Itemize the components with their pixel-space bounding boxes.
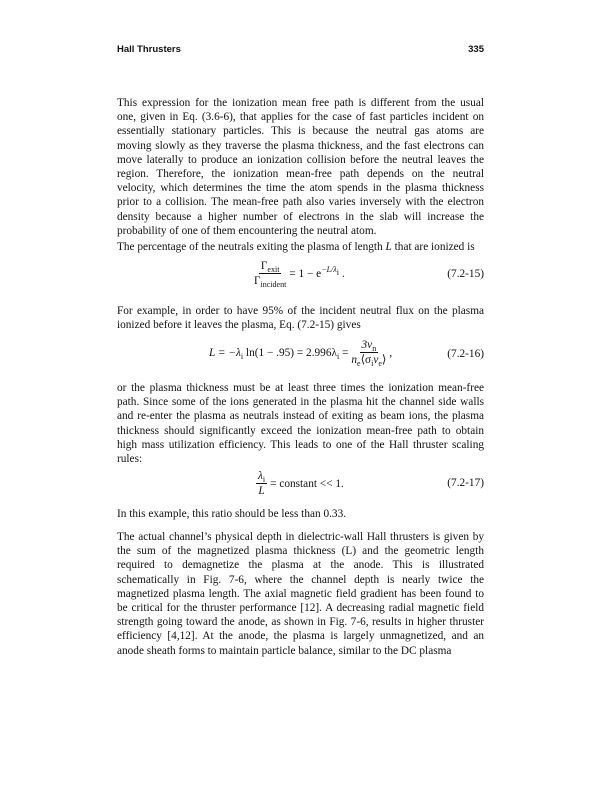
equation-7-2-15 (117, 259, 484, 293)
equation-number: (7.2-17) (447, 477, 484, 489)
text-line: or the plasma thickness must be at least three times the ionization mean-free (117, 382, 484, 394)
text-line: For example, in order to have 95% of the incident neutral flux on the plasma (117, 305, 484, 317)
text-line: probability of one of them encountering the neutral atom. (117, 224, 377, 237)
text-line: essentially stationary particles. This is because the neutral gas atoms are (117, 125, 484, 138)
text-line: rules: (117, 453, 143, 466)
text-line: path. Since some of the ions generated in the plasma hit the channel side walls (117, 396, 484, 409)
equation-7-2-17 (117, 469, 484, 503)
paragraph-6 (117, 530, 484, 658)
text: The percentage of the neutrals exiting the plasma of length (117, 241, 386, 253)
equation-number: (7.2-16) (447, 348, 484, 360)
text-line: and re-enter the plasma as neutrals instead of exiting as beam ions, the plasma (117, 410, 484, 423)
text-line: density because a higher number of electrons in the slab will increase the (117, 210, 484, 223)
paragraph-4 (117, 381, 484, 466)
text: that are ionized is (391, 241, 475, 253)
flux-ratio: $\frac{\Gamma_{exit}}{\Gamma_{incident}}$ (254, 260, 287, 289)
text-line: velocity, which determines the time the atom spends in the plasma thickness (117, 182, 484, 195)
equation-number: (7.2-15) (447, 268, 484, 280)
text-line: move laterally to produce an ionization collision before the neutral leaves the (117, 153, 484, 166)
text-line: the sum of the magnetized plasma thickness (L) and the geometric length (117, 545, 484, 558)
text-line: ionized before it leaves the plasma, Eq. (7.2-15) gives (117, 319, 361, 332)
comma: , (389, 347, 393, 359)
ratio-fraction: $\frac{\lambda_i}{L}$ (258, 470, 266, 497)
text-line: be critical for the thruster performance [12]. A decreasing radial magnetic field (117, 602, 484, 615)
equation-rhs: = constant << 1. (270, 478, 344, 490)
text-line: prior to a collision. The mean-free path also varies inversely with the electron (117, 196, 484, 209)
paragraph-2 (117, 240, 484, 254)
text-line: moving slowly as they traverse the plasma thickness, and the fast electrons can (117, 139, 484, 152)
text-line: high mass utilization efficiency. This leads to one of the Hall thruster scaling (117, 438, 484, 451)
variable-L: L (385, 241, 392, 253)
page-number: 335 (468, 44, 484, 55)
text-line: efficiency [4,12]. At the anode, the plasma is largely unmagnetized, and an (117, 630, 484, 643)
text-line: The actual channel’s physical depth in dielectric-wall Hall thrusters is given by (117, 531, 484, 543)
velocity-fraction: $\frac{3v_n}{n_e⟨\sigma_iv_e⟩}$ (351, 339, 387, 368)
paragraph-3 (117, 304, 484, 332)
text-line: required to demagnetize the plasma at the anode. This is illustrated (117, 559, 484, 572)
text-line: region. Therefore, the ionization mean-free path depends on the neutral (117, 168, 484, 181)
text-line: strength going toward the anode, as shown in Fig. 7-6, results in higher thruster (117, 616, 484, 629)
equation-body (209, 338, 392, 368)
text-line: magnetized plasma length. The axial magnetic field gradient has been found to (117, 587, 484, 600)
equation-body (253, 469, 344, 499)
text-line: one, given in Eq. (3.6-6), that applies for the case of fast particles incident on (117, 111, 484, 124)
paragraph-1 (117, 96, 484, 238)
text-line: schematically in Fig. 7-6, where the channel depth is nearly twice the (117, 573, 484, 586)
text-line: This expression for the ionization mean free path is different from the usual (117, 97, 484, 109)
paragraph-5: In this example, this ratio should be less than 0.33. (117, 508, 347, 520)
equation-7-2-16 (117, 338, 484, 374)
equation-rhs: = $1 - e^{-L/\lambda_i}$ . (289, 265, 345, 280)
equation-lhs: $L = -\lambda_i$ $\ln(1 - .95) = 2.996\lambda_i$ = (209, 347, 349, 361)
text-line: thickness should significantly exceed the ionization mean-free path to obtain (117, 424, 484, 437)
text-line: anode sheath forms to maintain particle balance, similar to the DC plasma (117, 644, 452, 657)
equation-body (251, 259, 345, 289)
running-header-title: Hall Thrusters (117, 44, 181, 55)
